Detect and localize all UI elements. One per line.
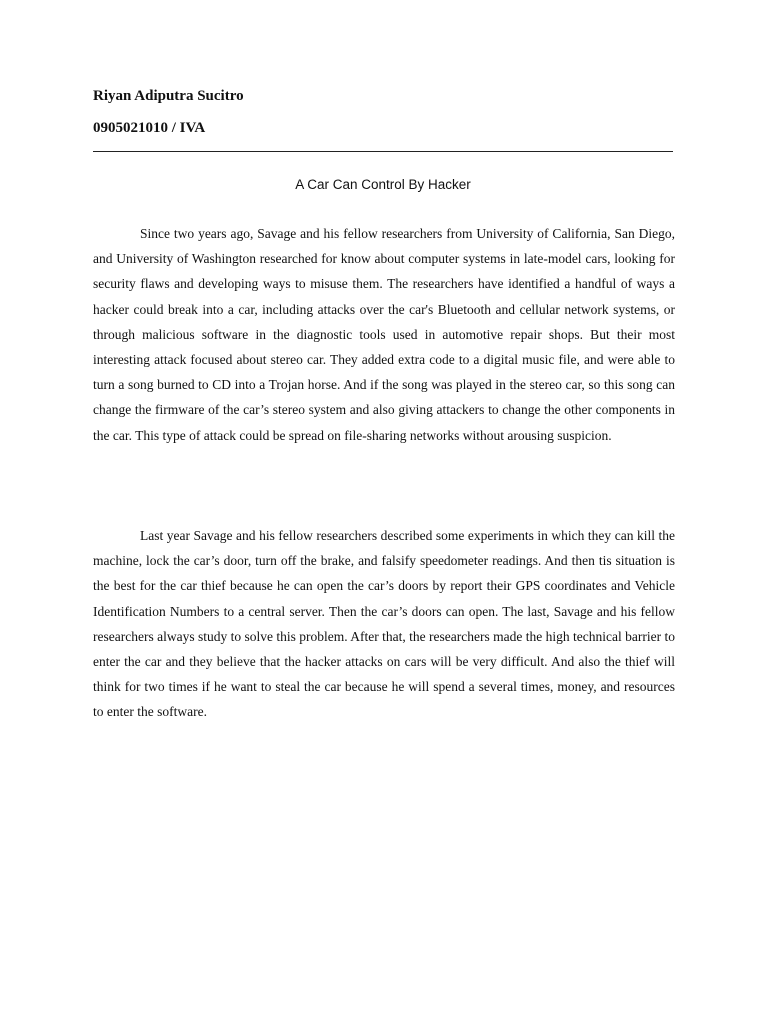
author-name: Riyan Adiputra Sucitro	[93, 88, 244, 104]
body-paragraph-2: Last year Savage and his fellow researchers described some experiments in which they can kill the machine, lock the car’s door, turn off the brake, and falsify speedometer readings. And then tis situation is the best for the car thief because he can open the car’s doors by report their GPS coordinates and Vehicle Identification Numbers to a central server. Then the car’s doors can open. The last, Savage and his fellow researchers always study to solve this problem. After that, the researchers made the high technical barrier to enter the car and they believe that the hacker attacks on cars will be very difficult. And also the thief will think for two times if he want to steal the car because he will spend a several times, money, and resources to enter the software.	[93, 528, 675, 720]
author-student-id: 0905021010 / IVA	[93, 120, 206, 136]
header-divider	[93, 151, 673, 152]
document-title: A Car Can Control By Hacker	[295, 177, 471, 192]
body-paragraph-1: Since two years ago, Savage and his fellow researchers from University of California, San Diego, and University of Washington researched for know about computer systems in late-model cars, looking for security flaws and developing ways to misuse them. The researchers have identified a handful of ways a hacker could break into a car, including attacks over the car's Bluetooth and cellular network systems, or through malicious software in the diagnostic tools used in automotive repair shops. But their most interesting attack focused about stereo car. They added extra code to a digital music file, and were able to turn a song burned to CD into a Trojan horse. And if the song was played in the stereo car, so this song can change the firmware of the car’s stereo system and also giving attackers to change the other components in the car. This type of attack could be spread on file-sharing networks without arousing suspicion.	[93, 226, 675, 443]
